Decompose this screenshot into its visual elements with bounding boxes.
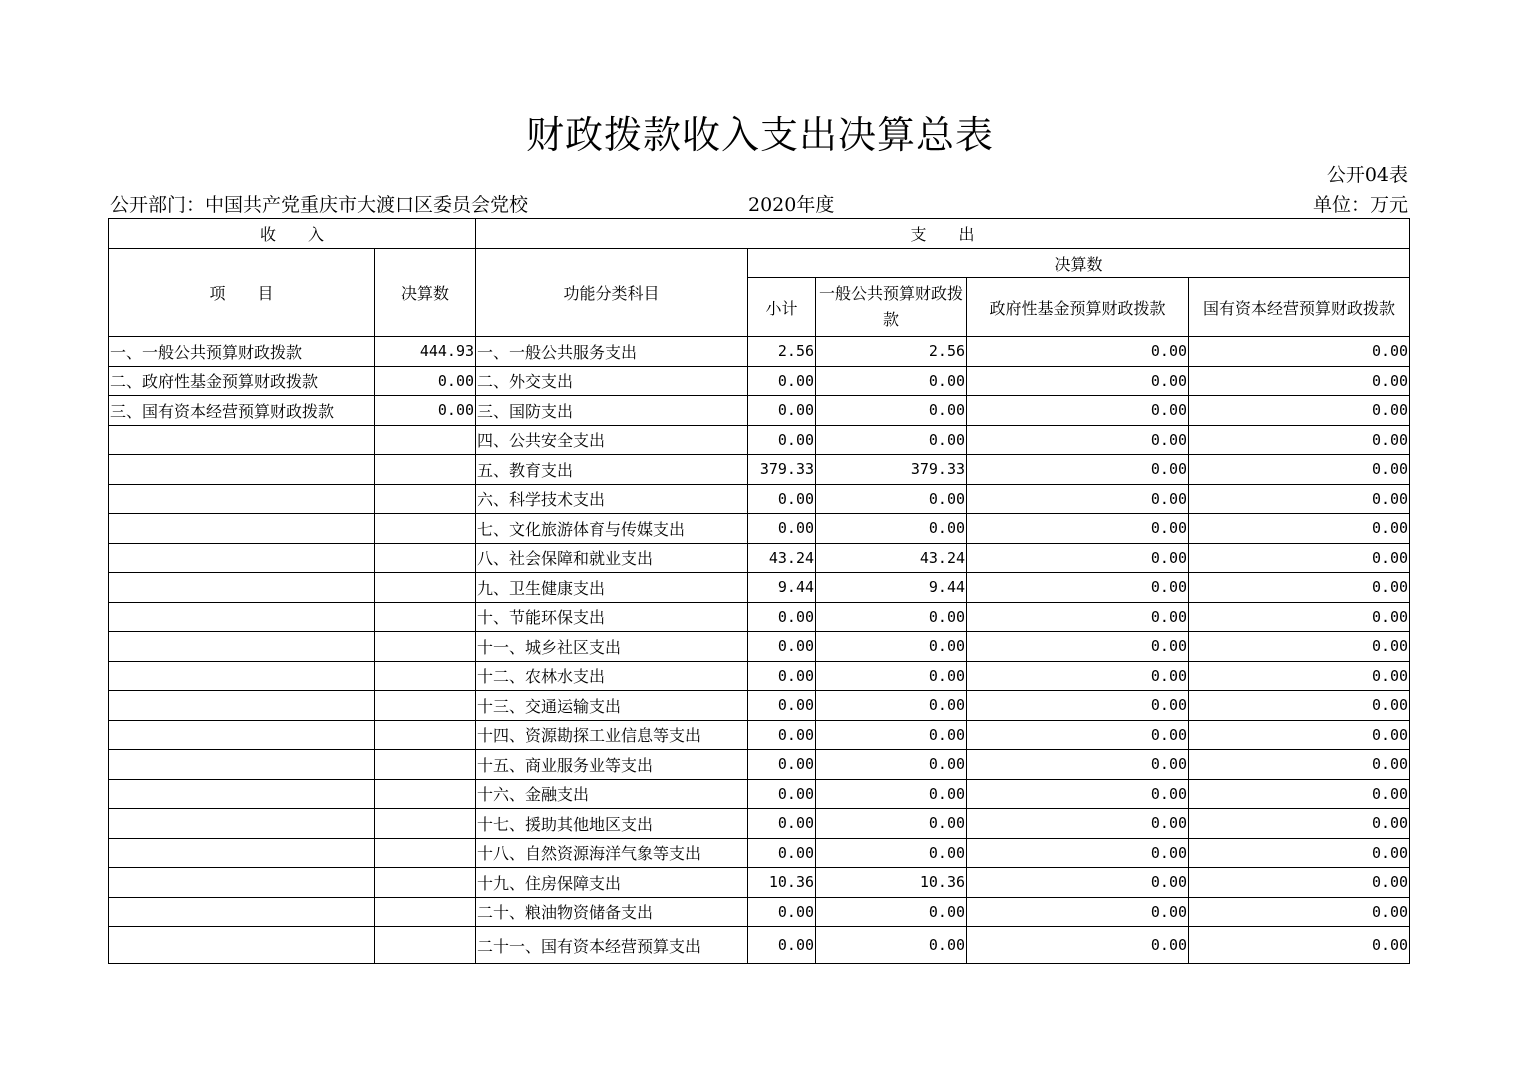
state-capital-cell: 0.00 (1189, 366, 1410, 396)
subtotal-cell: 0.00 (748, 484, 816, 514)
subtotal-cell: 0.00 (748, 396, 816, 426)
general-budget-cell: 0.00 (816, 396, 967, 426)
gov-fund-cell: 0.00 (967, 750, 1189, 780)
general-budget-cell: 10.36 (816, 868, 967, 898)
subtotal-cell: 0.00 (748, 927, 816, 964)
income-amount-cell (375, 927, 476, 964)
gov-fund-cell: 0.00 (967, 927, 1189, 964)
category-cell: 二十一、国有资本经营预算支出 (476, 927, 748, 964)
state-capital-header: 国有资本经营预算财政拨款 (1189, 278, 1410, 337)
gov-fund-cell: 0.00 (967, 337, 1189, 367)
income-amount-cell (375, 809, 476, 839)
general-budget-cell: 379.33 (816, 455, 967, 485)
income-item-cell: 三、国有资本经营预算财政拨款 (109, 396, 375, 426)
subtotal-cell: 0.00 (748, 750, 816, 780)
table-row (109, 809, 1410, 839)
table-row (109, 779, 1410, 809)
gov-fund-cell: 0.00 (967, 691, 1189, 721)
table-row (109, 573, 1410, 603)
category-cell: 十一、城乡社区支出 (476, 632, 748, 662)
subtotal-cell: 43.24 (748, 543, 816, 573)
category-cell: 九、卫生健康支出 (476, 573, 748, 603)
state-capital-cell: 0.00 (1189, 779, 1410, 809)
income-amount-cell (375, 838, 476, 868)
state-capital-cell: 0.00 (1189, 838, 1410, 868)
income-amount-cell: 0.00 (375, 396, 476, 426)
table-row (109, 337, 1410, 367)
table-row (109, 661, 1410, 691)
general-budget-cell: 0.00 (816, 691, 967, 721)
category-cell: 十七、援助其他地区支出 (476, 809, 748, 839)
income-header: 收 入 (109, 219, 476, 249)
table-row (109, 514, 1410, 544)
gov-fund-cell: 0.00 (967, 868, 1189, 898)
income-amount-cell (375, 455, 476, 485)
gov-fund-cell: 0.00 (967, 484, 1189, 514)
general-budget-cell: 0.00 (816, 602, 967, 632)
category-cell: 十九、住房保障支出 (476, 868, 748, 898)
income-item-cell (109, 779, 375, 809)
state-capital-cell: 0.00 (1189, 337, 1410, 367)
state-capital-cell: 0.00 (1189, 661, 1410, 691)
category-cell: 十三、交通运输支出 (476, 691, 748, 721)
income-item-cell (109, 543, 375, 573)
gov-fund-cell: 0.00 (967, 514, 1189, 544)
func-category-header: 功能分类科目 (476, 249, 748, 337)
table-row (109, 366, 1410, 396)
state-capital-cell: 0.00 (1189, 720, 1410, 750)
general-budget-cell: 0.00 (816, 927, 967, 964)
subtotal-cell: 0.00 (748, 720, 816, 750)
category-cell: 四、公共安全支出 (476, 425, 748, 455)
income-item-cell (109, 809, 375, 839)
category-cell: 十四、资源勘探工业信息等支出 (476, 720, 748, 750)
item-header: 项 目 (109, 249, 375, 337)
income-amount-cell (375, 514, 476, 544)
income-item-cell (109, 691, 375, 721)
income-item-cell (109, 750, 375, 780)
category-cell: 二十、粮油物资储备支出 (476, 897, 748, 927)
income-amount-cell (375, 484, 476, 514)
form-number: 公开04表 (1326, 164, 1408, 186)
table-row (109, 691, 1410, 721)
state-capital-cell: 0.00 (1189, 750, 1410, 780)
gov-fund-cell: 0.00 (967, 396, 1189, 426)
category-cell: 十五、商业服务业等支出 (476, 750, 748, 780)
expense-header: 支 出 (476, 219, 1410, 249)
state-capital-cell: 0.00 (1189, 396, 1410, 426)
amount-header: 决算数 (375, 249, 476, 337)
category-cell: 一、一般公共服务支出 (476, 337, 748, 367)
table-row (109, 868, 1410, 898)
category-cell: 八、社会保障和就业支出 (476, 543, 748, 573)
income-amount-cell (375, 661, 476, 691)
subtotal-cell: 0.00 (748, 691, 816, 721)
subtotal-cell: 0.00 (748, 809, 816, 839)
state-capital-cell: 0.00 (1189, 543, 1410, 573)
general-budget-cell: 0.00 (816, 632, 967, 662)
general-budget-cell: 0.00 (816, 897, 967, 927)
category-cell: 二、外交支出 (476, 366, 748, 396)
table-row (109, 632, 1410, 662)
subtotal-cell: 379.33 (748, 455, 816, 485)
income-amount-cell (375, 868, 476, 898)
category-cell: 十、节能环保支出 (476, 602, 748, 632)
state-capital-cell: 0.00 (1189, 425, 1410, 455)
subtotal-cell: 0.00 (748, 838, 816, 868)
meta-line (110, 190, 1408, 216)
income-item-cell: 一、一般公共预算财政拨款 (109, 337, 375, 367)
category-cell: 六、科学技术支出 (476, 484, 748, 514)
income-amount-cell (375, 602, 476, 632)
income-amount-cell (375, 632, 476, 662)
state-capital-cell: 0.00 (1189, 897, 1410, 927)
state-capital-cell: 0.00 (1189, 809, 1410, 839)
general-budget-cell: 0.00 (816, 779, 967, 809)
income-item-cell (109, 661, 375, 691)
subtotal-cell: 9.44 (748, 573, 816, 603)
income-amount-cell (375, 543, 476, 573)
state-capital-cell: 0.00 (1189, 691, 1410, 721)
category-cell: 五、教育支出 (476, 455, 748, 485)
table-row (109, 750, 1410, 780)
income-amount-cell (375, 779, 476, 809)
general-budget-cell: 0.00 (816, 484, 967, 514)
income-item-cell (109, 632, 375, 662)
table-row (109, 396, 1410, 426)
subtotal-cell: 10.36 (748, 868, 816, 898)
category-cell: 十八、自然资源海洋气象等支出 (476, 838, 748, 868)
general-budget-cell: 0.00 (816, 661, 967, 691)
subtotal-cell: 0.00 (748, 632, 816, 662)
department-label: 公开部门：中国共产党重庆市大渡口区委员会党校 (110, 194, 529, 216)
page-title: 财政拨款收入支出决算总表 (525, 113, 994, 157)
subtotal-header: 小计 (748, 278, 816, 337)
gov-fund-cell: 0.00 (967, 632, 1189, 662)
table-row (109, 720, 1410, 750)
general-budget-cell: 43.24 (816, 543, 967, 573)
state-capital-cell: 0.00 (1189, 927, 1410, 964)
income-amount-cell (375, 720, 476, 750)
table-row (109, 484, 1410, 514)
table-row (109, 602, 1410, 632)
general-budget-cell: 0.00 (816, 838, 967, 868)
subtotal-cell: 0.00 (748, 897, 816, 927)
general-budget-cell: 0.00 (816, 809, 967, 839)
table-row (109, 455, 1410, 485)
state-capital-cell: 0.00 (1189, 602, 1410, 632)
table-row (109, 543, 1410, 573)
gov-fund-cell: 0.00 (967, 425, 1189, 455)
income-amount-cell (375, 750, 476, 780)
income-item-cell (109, 455, 375, 485)
income-item-cell (109, 927, 375, 964)
general-budget-cell: 0.00 (816, 366, 967, 396)
state-capital-cell: 0.00 (1189, 484, 1410, 514)
subtotal-cell: 0.00 (748, 779, 816, 809)
income-item-cell: 二、政府性基金预算财政拨款 (109, 366, 375, 396)
gov-fund-cell: 0.00 (967, 661, 1189, 691)
gov-fund-header: 政府性基金预算财政拨款 (967, 278, 1189, 337)
state-capital-cell: 0.00 (1189, 868, 1410, 898)
subtotal-cell: 0.00 (748, 602, 816, 632)
gov-fund-cell: 0.00 (967, 838, 1189, 868)
general-budget-cell: 9.44 (816, 573, 967, 603)
table-row (109, 838, 1410, 868)
gov-fund-cell: 0.00 (967, 720, 1189, 750)
general-budget-cell: 0.00 (816, 514, 967, 544)
general-budget-cell: 0.00 (816, 720, 967, 750)
gov-fund-cell: 0.00 (967, 897, 1189, 927)
subtotal-cell: 0.00 (748, 425, 816, 455)
subtotal-cell: 0.00 (748, 514, 816, 544)
income-item-cell (109, 868, 375, 898)
income-item-cell (109, 484, 375, 514)
income-item-cell (109, 573, 375, 603)
category-cell: 三、国防支出 (476, 396, 748, 426)
income-item-cell (109, 897, 375, 927)
gov-fund-cell: 0.00 (967, 543, 1189, 573)
table-row (109, 897, 1410, 927)
income-amount-cell (375, 573, 476, 603)
gov-fund-cell: 0.00 (967, 366, 1189, 396)
gov-fund-cell: 0.00 (967, 573, 1189, 603)
category-cell: 十二、农林水支出 (476, 661, 748, 691)
unit-label: 单位：万元 (1312, 194, 1408, 216)
income-item-cell (109, 720, 375, 750)
income-amount-cell (375, 897, 476, 927)
category-cell: 七、文化旅游体育与传媒支出 (476, 514, 748, 544)
table-row (109, 927, 1410, 964)
state-capital-cell: 0.00 (1189, 455, 1410, 485)
general-budget-header: 一般公共预算财政拨款 (816, 278, 967, 337)
table-row (109, 425, 1410, 455)
income-item-cell (109, 838, 375, 868)
gov-fund-cell: 0.00 (967, 779, 1189, 809)
general-budget-cell: 2.56 (816, 337, 967, 367)
category-cell: 十六、金融支出 (476, 779, 748, 809)
state-capital-cell: 0.00 (1189, 632, 1410, 662)
gov-fund-cell: 0.00 (967, 602, 1189, 632)
income-item-cell (109, 602, 375, 632)
income-amount-cell (375, 691, 476, 721)
income-item-cell (109, 425, 375, 455)
income-amount-cell: 0.00 (375, 366, 476, 396)
state-capital-cell: 0.00 (1189, 573, 1410, 603)
income-amount-cell: 444.93 (375, 337, 476, 367)
fiscal-year: 2020年度 (748, 194, 835, 216)
budget-table (108, 218, 1410, 964)
final-amount-header: 决算数 (748, 249, 1410, 278)
subtotal-cell: 0.00 (748, 366, 816, 396)
gov-fund-cell: 0.00 (967, 455, 1189, 485)
general-budget-cell: 0.00 (816, 750, 967, 780)
general-budget-cell: 0.00 (816, 425, 967, 455)
gov-fund-cell: 0.00 (967, 809, 1189, 839)
income-amount-cell (375, 425, 476, 455)
state-capital-cell: 0.00 (1189, 514, 1410, 544)
subtotal-cell: 0.00 (748, 661, 816, 691)
subtotal-cell: 2.56 (748, 337, 816, 367)
income-item-cell (109, 514, 375, 544)
